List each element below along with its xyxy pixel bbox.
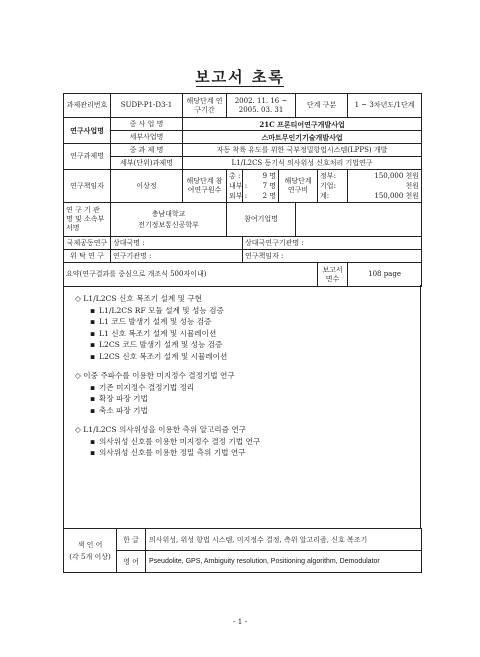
consign-label: 위 탁 연 구: [64, 250, 111, 263]
summary-label: 요약(연구결과를 중심으로 개조식 500자이내): [64, 263, 318, 287]
corp-label: 기업:: [320, 182, 336, 190]
bullet-icon: ▪: [90, 436, 96, 446]
list-item: ▪ 의사위성 신호를 이용한 미지정수 결정 기법 연구: [90, 436, 261, 446]
participant-values: [243, 170, 279, 203]
corp-value: 천원: [405, 182, 420, 190]
list-item: ▪ L2CS 코드 발생기 설계 및 성능 검증: [90, 340, 223, 349]
consign-leader-label: 연구책임자 :: [243, 250, 422, 263]
keywords-table: [63, 528, 422, 573]
project-id-label: 과제관리번호: [64, 94, 111, 118]
participant-labels: [227, 170, 248, 203]
summary-body: [63, 285, 421, 529]
participant-count-label: 해당단계 참여연구원수: [183, 170, 227, 203]
list-item: ▪ L2CS 신호 복조기 설계 및 시뮬레이션: [90, 351, 228, 361]
task-sub-label: 세부(단위)과제명: [111, 157, 183, 170]
bullet-icon: ▪: [90, 340, 96, 349]
program-label: 연구사업명: [64, 118, 111, 144]
leader-value: 이상정: [111, 170, 183, 203]
intl-nation-label: 상대국명 :: [111, 237, 243, 250]
cost-label: 해당단계 연구비: [279, 170, 318, 203]
section2-title: ◇ 이중 주파수를 이용한 미지정수 결정기법 연구: [75, 371, 235, 380]
task-label: 연구과제명: [64, 144, 111, 170]
list-item: ▪ L1 신호 복조기 설계 및 시뮬레이션: [90, 328, 217, 338]
period-label: 해당단계 연구기간: [183, 94, 227, 118]
gov-label: 정부:: [320, 172, 336, 180]
bullet-icon: ▪: [90, 382, 96, 392]
bullet-icon: ▪: [90, 317, 96, 326]
section1-list: [75, 305, 260, 363]
section3-title: ◇ L1/L2CS 의사위성을 이용한 측위 알고리즘 연구: [75, 425, 247, 434]
sum-value: 150,000 천원: [374, 192, 420, 200]
list-item: ▪ L1/L2CS RF 모듈 설계 및 성능 검증: [90, 305, 224, 315]
task-main-value: 자동 착륙 유도를 위한 국부정밀항법시스템(LPPS) 개발: [183, 144, 422, 157]
total-value: 9 명: [262, 172, 277, 180]
list-item: ▪ 축소 파장 기법: [90, 405, 148, 415]
bullet-icon: ▪: [90, 405, 96, 415]
external-label: 외부 :: [229, 192, 248, 200]
bullet-icon: ▪: [90, 351, 96, 361]
total-label: 총 :: [229, 172, 241, 180]
section1-title: ◇ L1/L2CS 신호 복조기 설계 및 구현: [75, 294, 202, 303]
external-value: 2 명: [262, 192, 277, 200]
stage-label: 단계 구분: [296, 94, 348, 118]
section2-list: [75, 382, 260, 417]
keywords-english-label: 영 어: [117, 551, 146, 573]
institution-value: [111, 203, 227, 237]
program-main-label: 중 사 업 명: [111, 118, 183, 131]
cost-values: [348, 170, 422, 203]
list-item: ▪ L1 코드 발생기 설계 및 성능 검증: [90, 317, 212, 326]
bullet-icon: ▪: [90, 448, 96, 457]
gov-value: 150,000 천원: [374, 172, 420, 180]
consign-inst-label: 연구기관명 :: [111, 250, 243, 263]
title-underline: [196, 86, 284, 87]
keywords-korean-value: 의사위성, 위성 항법 시스템, 미지정수 결정, 측위 알고리즘, 신호 복조기: [146, 529, 422, 551]
participating-corp-value: [296, 203, 422, 237]
list-item: ▪ 기존 미지정수 결정기법 정리: [90, 382, 195, 392]
intl-inst-label: 상대국연구기관명 :: [243, 237, 422, 250]
bullet-icon: ▪: [90, 328, 96, 338]
bullet-icon: ▪: [90, 305, 96, 315]
keywords-english-value: Pseudolite, GPS, Ambiguity resolution, Positioning algorithm, Demodulator: [146, 551, 422, 573]
project-id-value: SUDP-P1-D3-1: [111, 94, 183, 118]
leader-label: 연구책임자: [64, 170, 111, 203]
program-sub-label: 세부사업명: [111, 131, 183, 144]
page-number: - 1 -: [232, 617, 248, 626]
institution-name: 충남대학교: [151, 209, 186, 218]
internal-value: 7 명: [262, 182, 277, 190]
sum-label: 계:: [320, 192, 330, 200]
task-main-label: 중 과 제 명: [111, 144, 183, 157]
report-pages-label: 보고서 면수: [318, 263, 348, 287]
participating-corp-label: 참여기업명: [227, 203, 296, 237]
summary-content: [75, 293, 260, 459]
intl-label: 국제공동연구: [64, 237, 111, 250]
section3-list: [75, 436, 260, 459]
report-title: 보고서 초록: [195, 68, 285, 86]
internal-label: 내부 :: [229, 182, 248, 190]
report-header-table: [63, 93, 422, 287]
institution-label: 연 구 기 관 명 및 소속부서명: [64, 203, 111, 237]
program-sub-value: 스마트무인기기술개발사업: [183, 131, 422, 144]
stage-value: 1 ~ 3차년도/1단계: [348, 94, 422, 118]
cost-labels: [318, 170, 348, 203]
institution-dept: 전기정보통신공학부: [138, 220, 199, 229]
program-main-value: 21C 프론티어연구개발사업: [183, 118, 422, 131]
keywords-korean-label: 한 글: [117, 529, 146, 551]
bullet-icon: ▪: [90, 394, 96, 403]
report-pages-value: 108 page: [348, 263, 422, 287]
list-item: ▪ 의사위성 신호를 이용한 정밀 측위 기법 연구: [90, 448, 246, 457]
period-value: 2002. 11. 16 ~ 2005. 03. 31: [227, 94, 296, 118]
task-sub-value: L1/L2CS 동기식 의사위성 신호처리 기법연구: [183, 157, 422, 170]
list-item: ▪ 확장 파장 기법: [90, 394, 148, 403]
keywords-label: 색 인 어 (각 5개 이상): [64, 529, 117, 573]
